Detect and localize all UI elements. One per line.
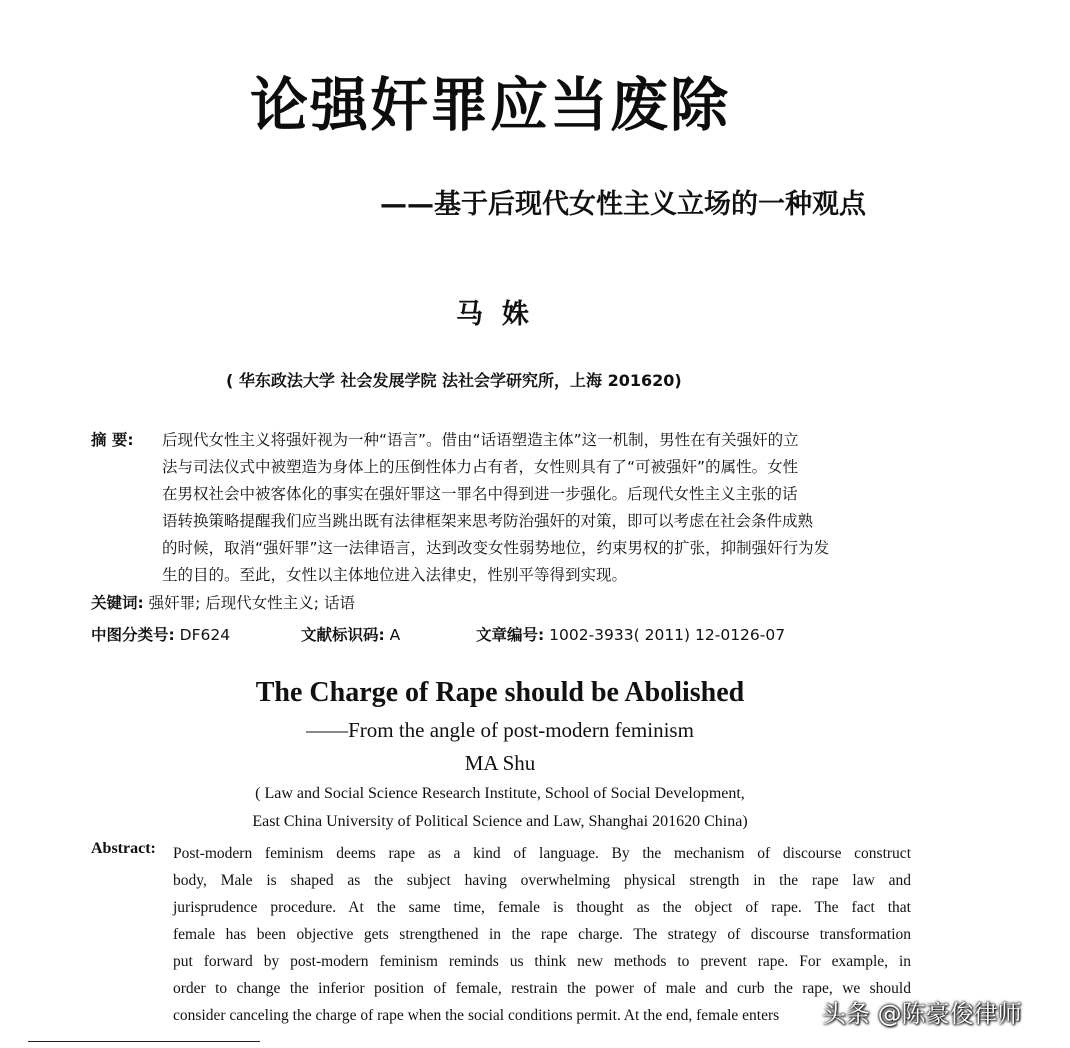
watermark: 头条 @陈豪俊律师	[822, 1000, 1022, 1028]
chinese-abstract-line: 的时候，取消“强奸罪”这一法律语言，达到改变女性弱势地位，约束男权的扩张，抑制强奸行为发	[162, 539, 830, 557]
chinese-title: 论强奸罪应当废除	[250, 71, 731, 139]
english-abstract-line: jurisprudence procedure. At the same time, female is thought as the object of rape. The fact that	[173, 899, 911, 916]
article-no-value: 1002-3933( 2011) 12-0126-07	[549, 626, 786, 644]
english-abstract-label: Abstract:	[91, 840, 156, 857]
article-no-field	[476, 622, 785, 649]
footnote-divider	[28, 1041, 260, 1042]
chinese-subtitle: ——基于后现代女性主义立场的一种观点	[380, 189, 866, 220]
chinese-abstract-line: 法与司法仪式中被塑造为身体上的压倒性体力占有者，女性则具有了“可被强奸”的属性。女性	[162, 458, 799, 476]
english-abstract-line: Post-modern feminism deems rape as a kind of language. By the mechanism of discourse construct	[173, 845, 911, 862]
chinese-author: 马 姝	[456, 299, 529, 330]
english-abstract-line: consider canceling the charge of rape when the social conditions permit. At the end, female enters	[173, 1007, 780, 1024]
keywords-value: 强奸罪; 后现代女性主义; 话语	[148, 594, 355, 612]
english-abstract-line: order to change the inferior position of female, restrain the power of male and curb the rape, we should	[173, 980, 911, 997]
chinese-abstract	[162, 427, 922, 589]
english-author: MA Shu	[464, 751, 536, 775]
chinese-keywords	[91, 590, 355, 617]
doc-code-field	[301, 622, 400, 649]
clc-value: DF624	[179, 626, 231, 644]
english-abstract-line: female has been objective gets strengthened in the rape charge. The strategy of discourse transformation	[173, 926, 911, 943]
english-affiliation-line-1: ( Law and Social Science Research Institute, School of Social Development,	[255, 785, 745, 802]
english-affiliation-line-2: East China University of Political Science and Law, Shanghai 201620 China)	[252, 813, 748, 830]
clc-field	[91, 622, 230, 649]
chinese-abstract-label: 摘 要:	[91, 431, 134, 449]
english-abstract	[173, 840, 911, 1029]
chinese-abstract-line: 生的目的。至此，女性以主体地位进入法律史，性别平等得到实现。	[162, 566, 628, 584]
clc-label: 中图分类号:	[91, 626, 175, 644]
chinese-abstract-line: 在男权社会中被客体化的事实在强奸罪这一罪名中得到进一步强化。后现代女性主义主张的话	[162, 485, 798, 503]
chinese-abstract-line: 语转换策略提醒我们应当跳出既有法律框架来思考防治强奸的对策，即可以考虑在社会条件成熟	[162, 512, 814, 530]
english-title: The Charge of Rape should be Abolished	[255, 677, 745, 708]
chinese-affiliation: ( 华东政法大学 社会发展学院 法社会学研究所，上海 201620)	[226, 371, 682, 390]
english-abstract-line: put forward by post-modern feminism reminds us think new methods to prevent rape. For example, in	[173, 953, 911, 970]
article-no-label: 文章编号:	[476, 626, 545, 644]
doc-code-value: A	[389, 626, 401, 644]
chinese-abstract-line: 后现代女性主义将强奸视为一种“语言”。借由“话语塑造主体”这一机制，男性在有关强奸的立	[162, 431, 799, 449]
doc-code-label: 文献标识码:	[301, 626, 385, 644]
english-abstract-line: body, Male is shaped as the subject having overwhelming physical strength in the rape law and	[173, 872, 911, 889]
keywords-label: 关键词:	[91, 594, 144, 612]
english-subtitle: ——From the angle of post-modern feminism	[306, 718, 694, 742]
